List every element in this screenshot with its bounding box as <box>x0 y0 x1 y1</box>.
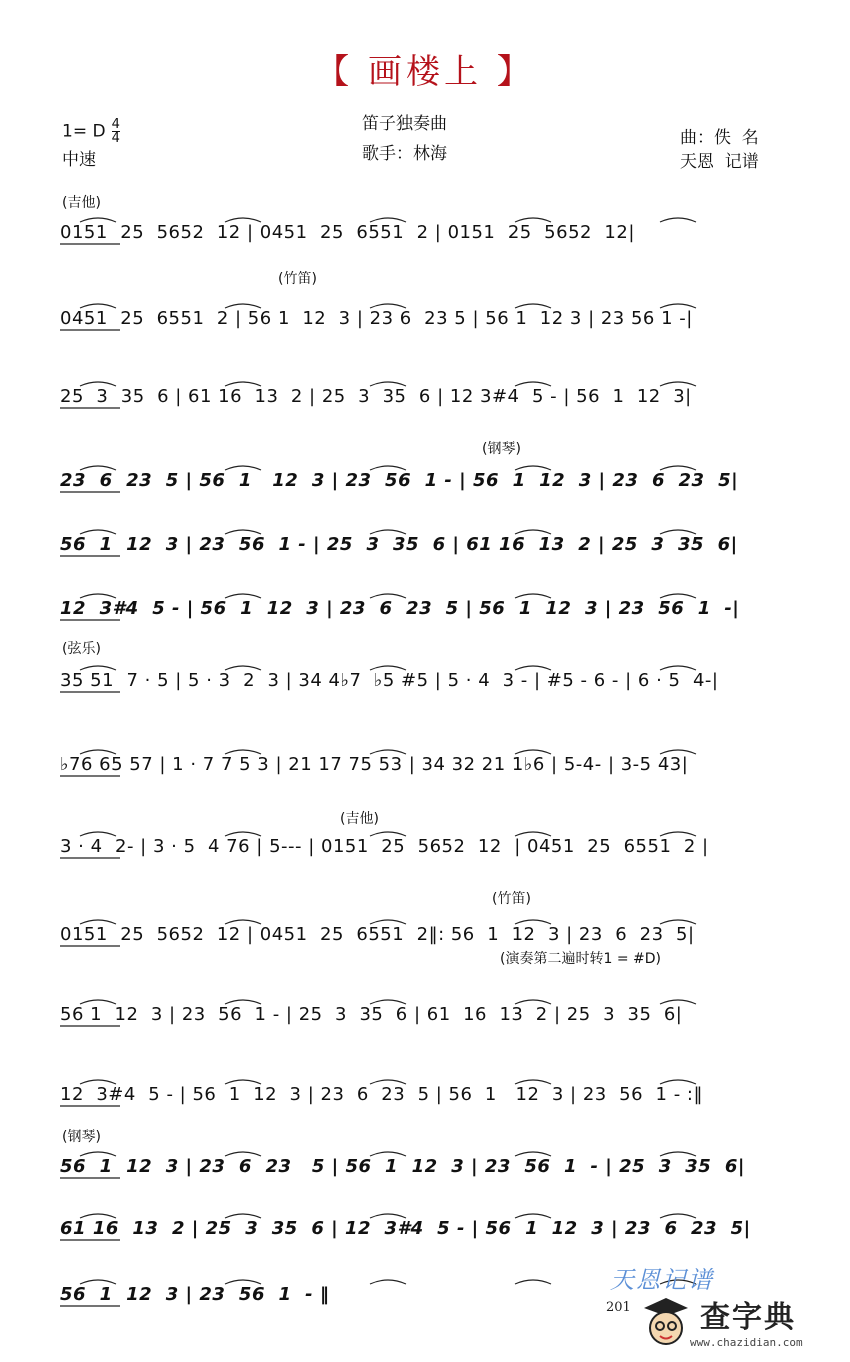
instrument-flute-1: (竹笛) <box>278 271 317 287</box>
score-line <box>60 828 794 862</box>
score-line <box>60 526 794 560</box>
notation-text: 56 1 12 3 | 23 56 1 - | 25 3 35 6 | 61 16 13 2 | 25 3 35 6| <box>60 1004 683 1025</box>
key-label: 1= D <box>62 121 106 142</box>
score-line <box>60 996 794 1030</box>
mascot-icon <box>640 1296 692 1348</box>
watermark-brand: 查字典 <box>700 1300 796 1335</box>
notation-text: 12 3#4 5 - | 56 1 12 3 | 23 6 23 5 | 56 1 12 3 | 23 56 1 - :‖ <box>60 1084 703 1105</box>
instrument-flute-2: (竹笛) <box>492 891 531 907</box>
notation-text: 0151 25 5652 12 | 0451 25 6551 2 | 0151 25 5652 12| <box>60 222 635 243</box>
watermark-logo-title: 天恩记谱 <box>610 1266 714 1294</box>
score-line <box>60 746 794 780</box>
notation-text: 0151 25 5652 12 | 0451 25 6551 2‖: 56 1 12 3 | 23 6 23 5| <box>60 924 695 945</box>
score-line <box>60 300 794 334</box>
composer-label: 曲：佚 名 <box>680 128 759 148</box>
score-line <box>60 378 794 412</box>
time-signature <box>112 118 120 145</box>
modulation-note: (演奏第二遍时转1 = #D) <box>500 951 661 967</box>
notation-text: 61 16 13 2 | 25 3 35 6 | 12 3#4 5 - | 56 1 12 3 | 23 6 23 5| <box>60 1218 751 1239</box>
score-line <box>60 1076 794 1110</box>
notation-text: 0451 25 6551 2 | 56 1 12 3 | 23 6 23 5 | 56 1 12 3 | 23 56 1 -| <box>60 308 693 329</box>
genre-label: 笛子独奏曲 <box>362 114 447 134</box>
score-line <box>60 1148 794 1182</box>
slur-mark <box>515 1280 551 1284</box>
score-line <box>60 214 794 248</box>
instrument-piano-1: (钢琴) <box>482 441 521 457</box>
instrument-strings: (弦乐) <box>62 641 101 657</box>
score-line <box>60 662 794 696</box>
notation-text: 25 3 35 6 | 61 16 13 2 | 25 3 35 6 | 12 3#4 5 - | 56 1 12 3| <box>60 386 692 407</box>
tempo-label: 中速 <box>62 150 96 170</box>
transcriber-label: 天恩 记谱 <box>680 152 759 172</box>
slur-mark <box>370 1280 406 1284</box>
notation-text: 56 1 12 3 | 23 6 23 5 | 56 1 12 3 | 23 56 1 - | 25 3 35 6| <box>60 1156 745 1177</box>
key-signature <box>62 118 120 145</box>
instrument-guitar-2: (吉他) <box>340 811 379 827</box>
notation-text: ♭76 65 57 | 1 · 7 7 5 3 | 21 17 75 53 | 34 32 21 1♭6 | 5-4- | 3-5 43| <box>60 754 689 775</box>
notation-text: 12 3#4 5 - | 56 1 12 3 | 23 6 23 5 | 56 1 12 3 | 23 56 1 -| <box>60 598 740 619</box>
score-line <box>60 1210 794 1244</box>
notation-text: 56 1 12 3 | 23 56 1 - ‖ <box>60 1284 330 1305</box>
slur-mark <box>660 218 696 222</box>
notation-text: 35 51 7 · 5 | 5 · 3 2 3 | 34 4♭7 ♭5 #5 | 5 · 4 3 - | #5 - 6 - | 6 · 5 4-| <box>60 670 719 691</box>
score-line <box>60 462 794 496</box>
singer-label: 歌手：林海 <box>362 144 447 164</box>
notation-text: 3 · 4 2- | 3 · 5 4 76 | 5--- | 0151 25 5652 12 | 0451 25 6551 2 | <box>60 836 709 857</box>
time-top: 4 <box>111 117 120 132</box>
instrument-piano-2: (钢琴) <box>62 1129 101 1145</box>
notation-text: 23 6 23 5 | 56 1 12 3 | 23 56 1 - | 56 1 12 3 | 23 6 23 5| <box>60 470 739 491</box>
instrument-guitar-1: (吉他) <box>62 195 101 211</box>
time-bottom: 4 <box>111 131 120 146</box>
watermark-url: www.chazidian.com <box>690 1336 803 1349</box>
watermark-year: 201 <box>606 1300 631 1315</box>
score-line <box>60 590 794 624</box>
score-line <box>60 916 794 950</box>
notation-text: 56 1 12 3 | 23 56 1 - | 25 3 35 6 | 61 16 13 2 | 25 3 35 6| <box>60 534 738 555</box>
page-title: 【 画楼上 】 <box>315 52 535 92</box>
